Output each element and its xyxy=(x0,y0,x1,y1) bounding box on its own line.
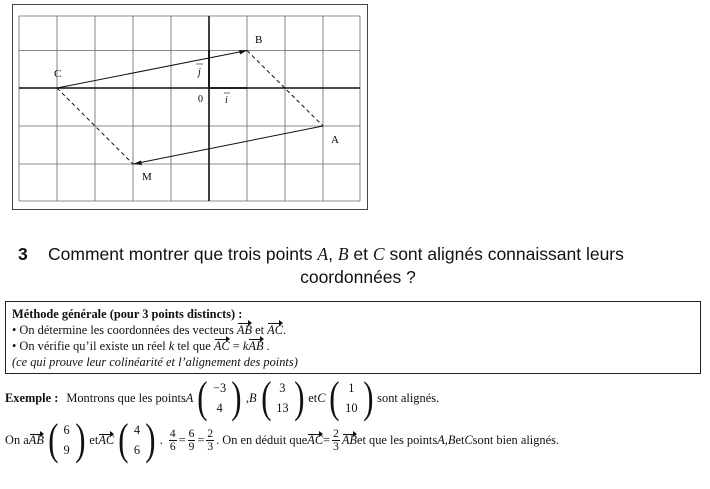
coords-AC: ( 4 6 ) xyxy=(118,415,156,464)
section-number: 3 xyxy=(18,244,28,264)
example-text: Montrons que les points xyxy=(66,390,186,405)
solution-line: On a AB ( 6 9 ) et AC ( 4 6 ) . $\frac{4}{6}$ = $\frac{6}{9}$ = $\frac{2}{3}$ . On en déduit que AC = $\frac{2}{3}$ AB et que les points A , B et C sont bien alignés. xyxy=(5,415,560,464)
label-M: M xyxy=(142,171,152,183)
label-A: A xyxy=(331,134,339,146)
method-step-2: • On vérifie qu’il existe un réel k tel que AC = kAB . xyxy=(12,339,270,353)
method-title: Méthode générale (pour 3 points distincts) : xyxy=(12,307,243,321)
point-B: B xyxy=(248,390,257,405)
section-title-line2: coordonnées ? xyxy=(300,267,416,287)
method-note: (ce qui prouve leur colinéarité et l’alignement des points) xyxy=(12,355,298,369)
section-title-line1: Comment montrer que trois points A, B et C sont alignés connaissant leurs xyxy=(48,244,624,264)
coords-C: ( 1 10 ) xyxy=(329,373,373,422)
fraction-6-9: $\frac{6}{9}$ xyxy=(188,427,195,453)
vector-AC: AC xyxy=(98,432,115,447)
method-step-1: • On détermine les coordonnées des vecteurs AB et AC. xyxy=(12,323,287,337)
label-origin: 0 xyxy=(198,94,203,105)
example-line: Exemple : Montrons que les points A ( −3 4 ) , B ( 3 13 ) et C ( 1 10 ) sont alignés. xyxy=(5,373,440,422)
vector-AB: AB xyxy=(28,432,44,447)
point-A: A xyxy=(185,390,194,405)
fraction-2-3: $\frac{2}{3}$ xyxy=(207,427,214,453)
figure-frame xyxy=(13,5,368,210)
fraction-4-6: $\frac{4}{6}$ xyxy=(169,427,176,453)
vector-grid-figure xyxy=(12,4,368,210)
coords-AB: ( 6 9 ) xyxy=(48,415,86,464)
example-label: Exemple : xyxy=(5,390,59,405)
coords-B: ( 3 13 ) xyxy=(260,373,305,422)
point-C: C xyxy=(317,390,326,405)
label-j: j xyxy=(198,67,201,78)
label-B: B xyxy=(255,34,263,46)
method-box xyxy=(5,301,701,374)
label-C: C xyxy=(54,68,62,80)
coords-A: ( −3 4 ) xyxy=(197,373,242,422)
fraction-2-3-k: $\frac{2}{3}$ xyxy=(333,427,339,453)
label-i: i xyxy=(225,95,228,106)
